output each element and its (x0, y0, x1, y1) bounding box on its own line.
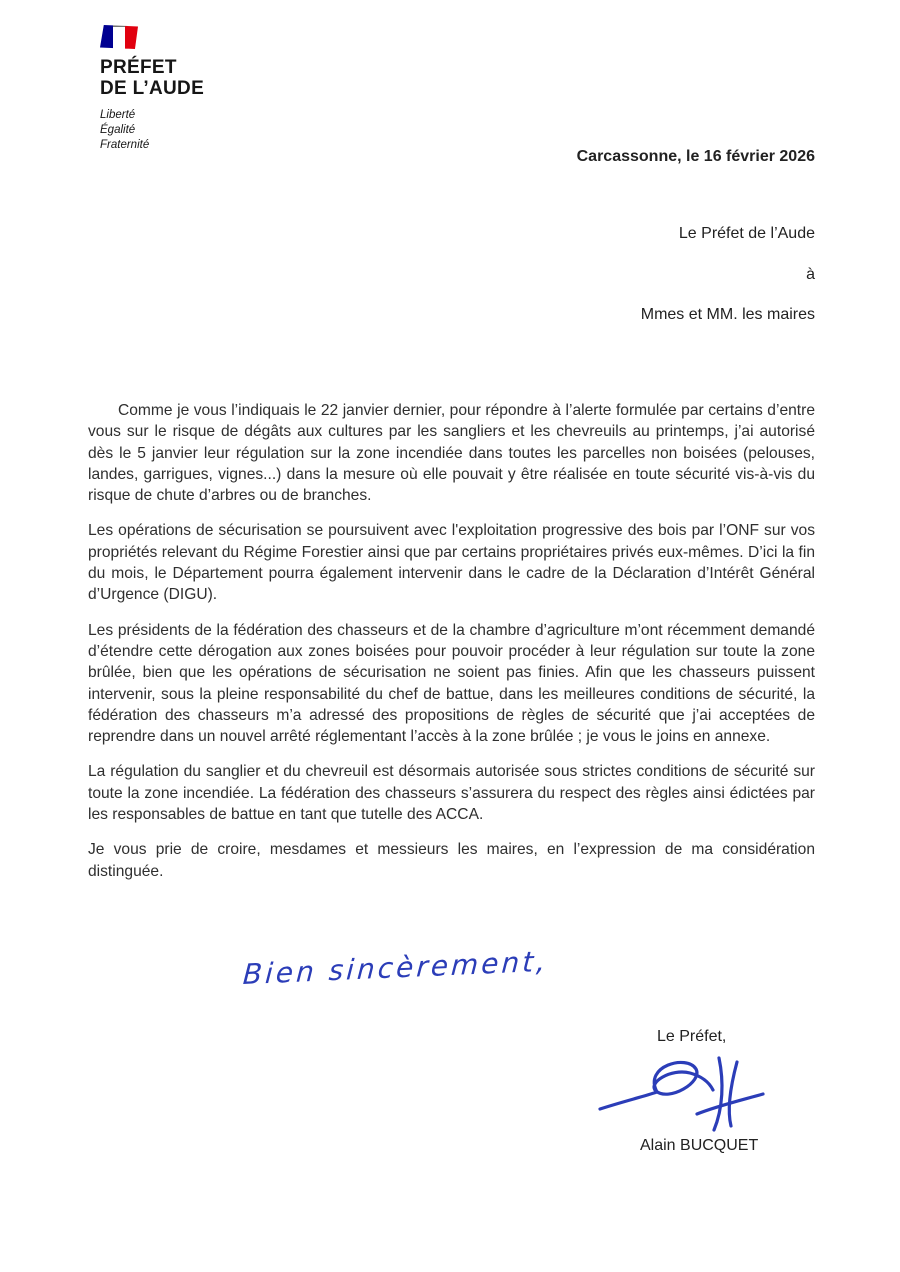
paragraph-5: Je vous prie de croire, mesdames et messieurs les maires, en l’expression de ma considération distinguée. (88, 841, 815, 880)
recipient-line: Mmes et MM. les maires (640, 306, 815, 323)
flag-stripe-white (113, 25, 126, 49)
motto-liberte: Liberté (100, 109, 136, 121)
letter-body (88, 400, 815, 896)
logo-title-line1: PRÉFET (100, 57, 177, 78)
flag-stripe-red (125, 25, 138, 49)
paragraph-2: Les opérations de sécurisation se poursuivent avec l'exploitation progressive des bois par l’ONF sur vos propriétés relevant du Régime Forestier ainsi que par certains propriétaires privés eux-mêmes. D’ici la fin du mois, le Département pourra également intervenir dans le cadre de la Déclaration d’Intérêt Général d’Urgence (DIGU). (88, 522, 815, 604)
paragraph-1: Comme je vous l’indiquais le 22 janvier dernier, pour répondre à l’alerte formulée par certains d’entre vous sur le risque de dégâts aux cultures par les sangliers et les chevreuils au printemps, j’ai autorisé dès le 5 janvier leur régulation sur la zone incendiée dans toutes les parcelles non boisées (pelouses, landes, garrigues, vignes...) dans la mesure où elle pouvait y être réalisée en toute sécurité vis-à-vis du risque de chute d’arbres ou de branches. (88, 402, 815, 505)
address-block (641, 214, 815, 336)
french-flag-icon (100, 25, 138, 49)
flag-stripe-blue (100, 25, 113, 49)
motto-fraternite: Fraternité (100, 139, 150, 151)
prefecture-logo (100, 25, 320, 153)
signature-scribble (597, 1052, 775, 1140)
paragraph-4: La régulation du sanglier et du chevreuil est désormais autorisée sous strictes conditions de sécurité sur toute la zone incendiée. La fédération des chasseurs s’assurera du respect des règles ainsi édictées par les responsables de battue en tant que tutelle des ACCA. (88, 763, 815, 824)
logo-title-line2: DE L’AUDE (100, 78, 205, 99)
handwritten-closing: Bien sincèrement, (241, 944, 550, 992)
logo-motto (100, 108, 320, 153)
signatory-name: Alain BUCQUET (640, 1137, 759, 1154)
paragraph-3: Les présidents de la fédération des chasseurs et de la chambre d’agriculture m’ont récemment demandé d’étendre cette dérogation aux zones boisées pour pouvoir procéder à leur régulation sur toute la zone brûlée, bien que les opérations de sécurisation ne soient pas finies. Afin que les chasseurs puissent intervenir, sous la pleine responsabilité du chef de battue, dans les meilleures conditions de sécurité, la fédération des chasseurs m’a adressé des propositions de règles de sécurité que j’ai acceptées de reprendre dans un nouvel arrêté réglementant l’accès à la zone brûlée ; je vous le joins en annexe. (88, 621, 815, 746)
to-particle: à (806, 265, 815, 283)
signatory-title: Le Préfet, (657, 1028, 727, 1045)
sender-line: Le Préfet de l’Aude (678, 225, 815, 242)
logo-title (100, 57, 320, 99)
dateline: Carcassonne, le 16 février 2026 (576, 148, 815, 165)
motto-egalite: Égalité (100, 124, 136, 136)
